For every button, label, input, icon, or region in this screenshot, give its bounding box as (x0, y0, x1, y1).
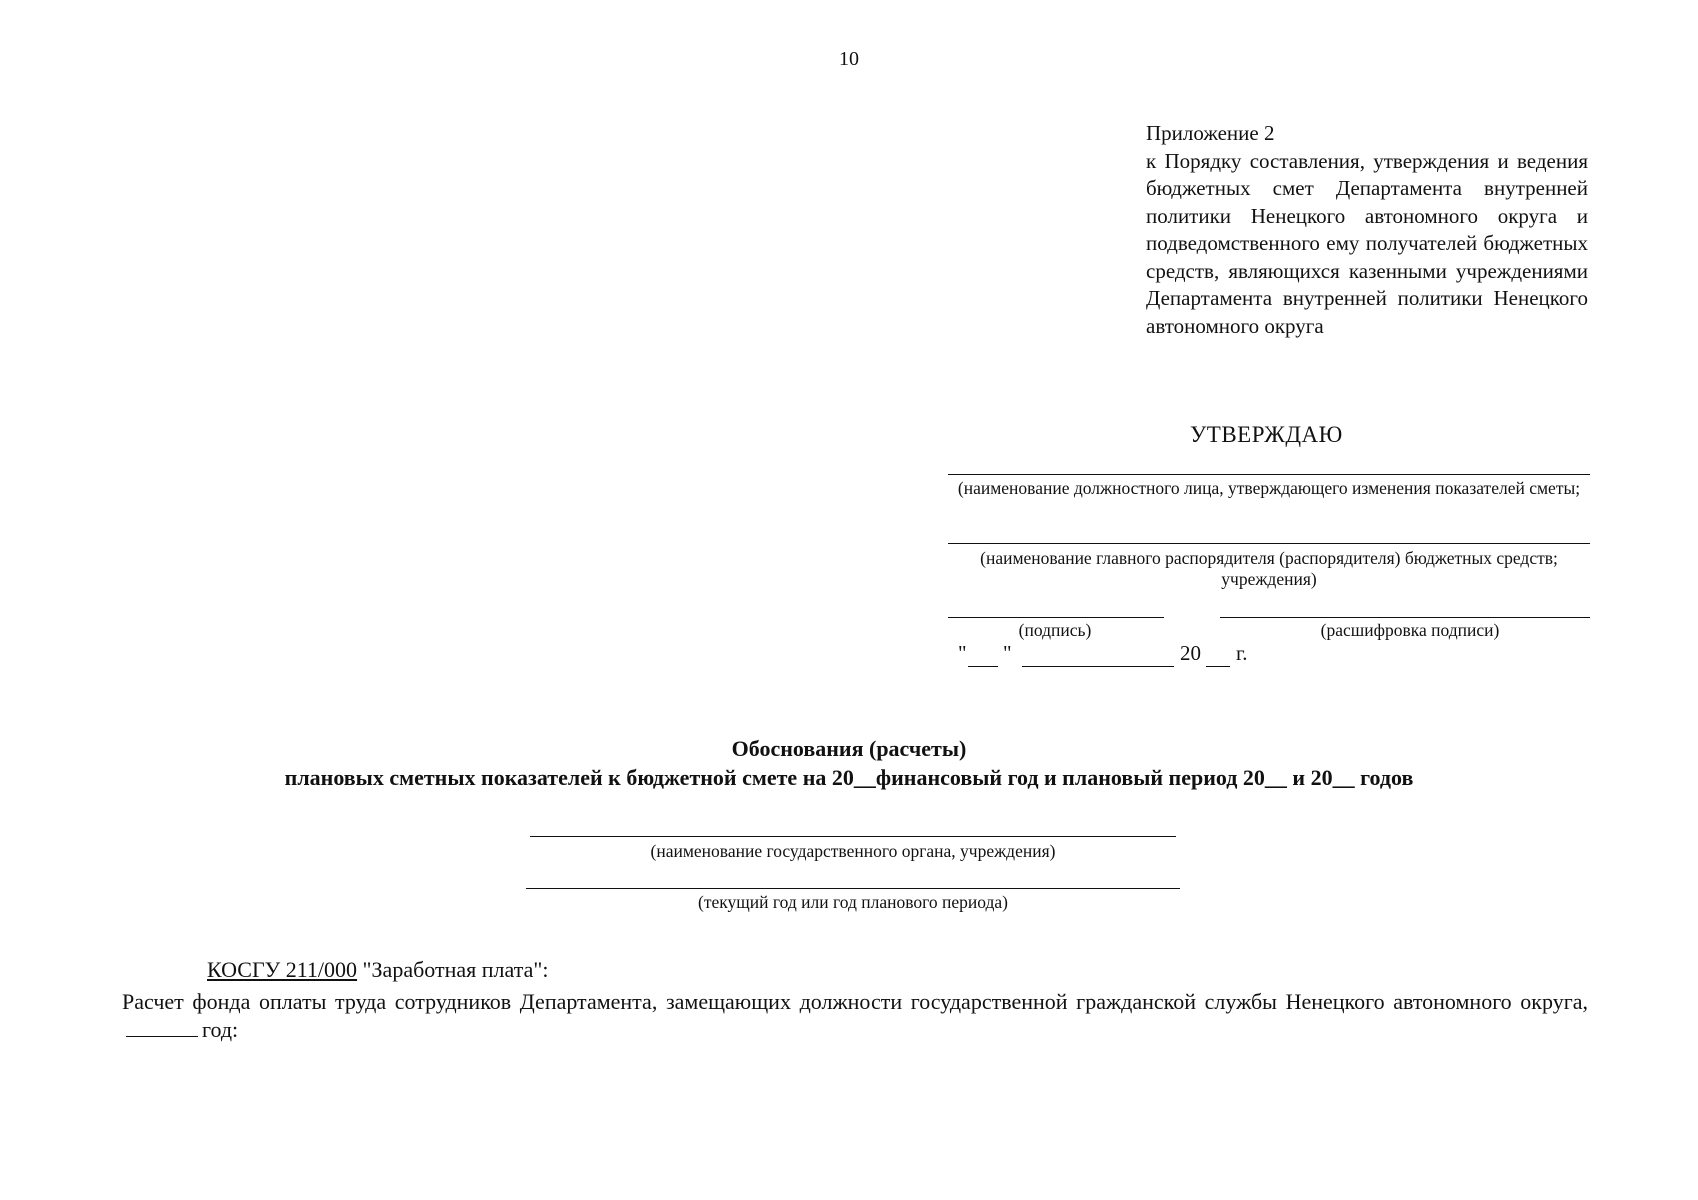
page-number: 10 (839, 48, 859, 70)
appendix-title: Приложение 2 (1146, 121, 1275, 145)
calculation-text-end: год: (202, 1017, 239, 1042)
org-name-caption: (наименование государственного органа, учреждения) (650, 841, 1056, 861)
date-year-prefix: 20 (1180, 641, 1201, 665)
org-name-line (530, 836, 1176, 837)
official-name-caption: (наименование должностного лица, утверждающего изменения показателей сметы; (957, 478, 1581, 498)
period-caption: (текущий год или год планового периода) (698, 892, 1008, 912)
official-name-line (948, 474, 1590, 475)
approval-heading: УТВЕРЖДАЮ (1190, 422, 1343, 447)
date-month-blank (1022, 666, 1174, 667)
document-title: Обоснования (расчеты) (731, 736, 967, 761)
signature-line (948, 617, 1164, 618)
date-year-blank (1206, 666, 1230, 667)
year-blank (126, 1035, 198, 1037)
kosgu-heading (207, 957, 548, 983)
kosgu-name: "Заработная плата": (362, 957, 549, 982)
signature-decoding-caption: (расшифровка подписи) (1320, 620, 1500, 640)
period-line (526, 888, 1180, 889)
signature-decoding-line (1220, 617, 1590, 618)
date-quote-open: " (958, 641, 967, 665)
date-quote-close: " (1003, 641, 1012, 665)
date-year-suffix: г. (1236, 641, 1248, 665)
approval-date (0, 641, 1698, 671)
kosgu-code: КОСГУ 211/000 (207, 957, 358, 982)
document-subtitle: плановых сметных показателей к бюджетной смете на 20__финансовый год и плановый период 20__ и 20__ годов (284, 765, 1414, 790)
calculation-paragraph (122, 988, 1588, 1044)
calculation-text: Расчет фонда оплаты труда сотрудников Департамента, замещающих должности государственной гражданской службы Ненецкого автономного округа, (122, 989, 1588, 1014)
date-day-blank (968, 666, 998, 667)
signature-caption: (подпись) (1018, 620, 1092, 640)
manager-name-caption: (наименование главного распорядителя (распорядителя) бюджетных средств; учреждения) (980, 548, 1558, 589)
manager-name-line (948, 543, 1590, 544)
appendix-text: к Порядку составления, утверждения и ведения бюджетных смет Департамента внутренней политики Ненецкого автономного округа и подведомственного ему получателей бюджетных средств, являющихся казенными учреждениями Департамента внутренней политики Ненецкого автономного округа (1146, 148, 1588, 338)
appendix-block (1146, 120, 1588, 340)
